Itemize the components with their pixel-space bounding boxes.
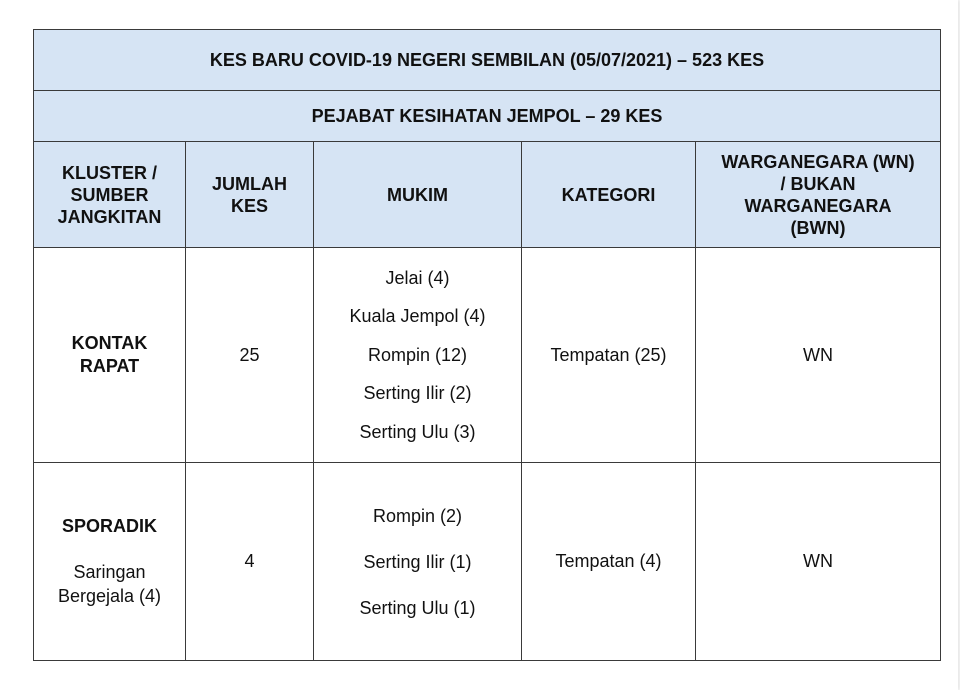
- header-jumlah: [186, 142, 314, 248]
- mukim-list: [314, 493, 521, 631]
- header-kluster-line: KLUSTER /: [61, 162, 157, 183]
- mukim-item: Rompin (12): [367, 344, 468, 365]
- kluster-sub-line: Bergejala (4): [57, 586, 162, 606]
- header-wn-line: (BWN): [790, 217, 846, 238]
- mukim-item: Serting Ilir (2): [363, 383, 472, 404]
- cell-kategori: Tempatan (25): [522, 248, 696, 463]
- header-kluster-line: SUMBER: [70, 184, 149, 205]
- header-kategori: KATEGORI: [522, 142, 696, 248]
- header-jumlah-line: JUMLAH: [212, 173, 287, 194]
- mukim-item: Rompin (2): [372, 505, 463, 526]
- mukim-item: Serting Ulu (3): [359, 421, 476, 442]
- header-wn-line: WARGANEGARA: [744, 195, 892, 216]
- kluster-subtext: [34, 560, 185, 608]
- title-row: [34, 30, 941, 91]
- header-mukim: MUKIM: [314, 142, 522, 248]
- table-subtitle: PEJABAT KESIHATAN JEMPOL – 29 KES: [34, 91, 941, 142]
- cell-mukim: [314, 463, 522, 661]
- cell-kluster: [34, 463, 186, 661]
- mukim-item: Jelai (4): [385, 267, 450, 288]
- table-row: [34, 248, 941, 463]
- kluster-name-line: KONTAK: [71, 333, 148, 353]
- mukim-list: [314, 259, 521, 452]
- mukim-item: Serting Ilir (1): [363, 551, 472, 572]
- cell-mukim: [314, 248, 522, 463]
- kluster-name-line: SPORADIK: [61, 516, 157, 536]
- header-kluster-line: JANGKITAN: [57, 206, 162, 227]
- mukim-item: Serting Ulu (1): [359, 597, 476, 618]
- cell-kluster: [34, 248, 186, 463]
- kluster-sub-line: Saringan: [73, 562, 146, 582]
- table-title: KES BARU COVID-19 NEGERI SEMBILAN (05/07/2021) – 523 KES: [34, 30, 941, 91]
- covid-cases-table: [33, 29, 941, 661]
- cell-warganegara: WN: [696, 248, 941, 463]
- header-wn-line: WARGANEGARA (WN): [721, 151, 915, 172]
- kluster-name: [34, 515, 185, 538]
- table-row: [34, 463, 941, 661]
- subtitle-row: [34, 91, 941, 142]
- mukim-item: Kuala Jempol (4): [349, 306, 486, 327]
- header-row: [34, 142, 941, 248]
- cell-jumlah: 25: [186, 248, 314, 463]
- kluster-name: [34, 332, 185, 378]
- header-wn-line: / BUKAN: [780, 173, 856, 194]
- cell-warganegara: WN: [696, 463, 941, 661]
- cell-kategori: Tempatan (4): [522, 463, 696, 661]
- kluster-name-line: RAPAT: [79, 356, 140, 376]
- header-kluster: [34, 142, 186, 248]
- cell-jumlah: 4: [186, 463, 314, 661]
- header-jumlah-line: KES: [230, 195, 268, 216]
- header-warganegara: [696, 142, 941, 248]
